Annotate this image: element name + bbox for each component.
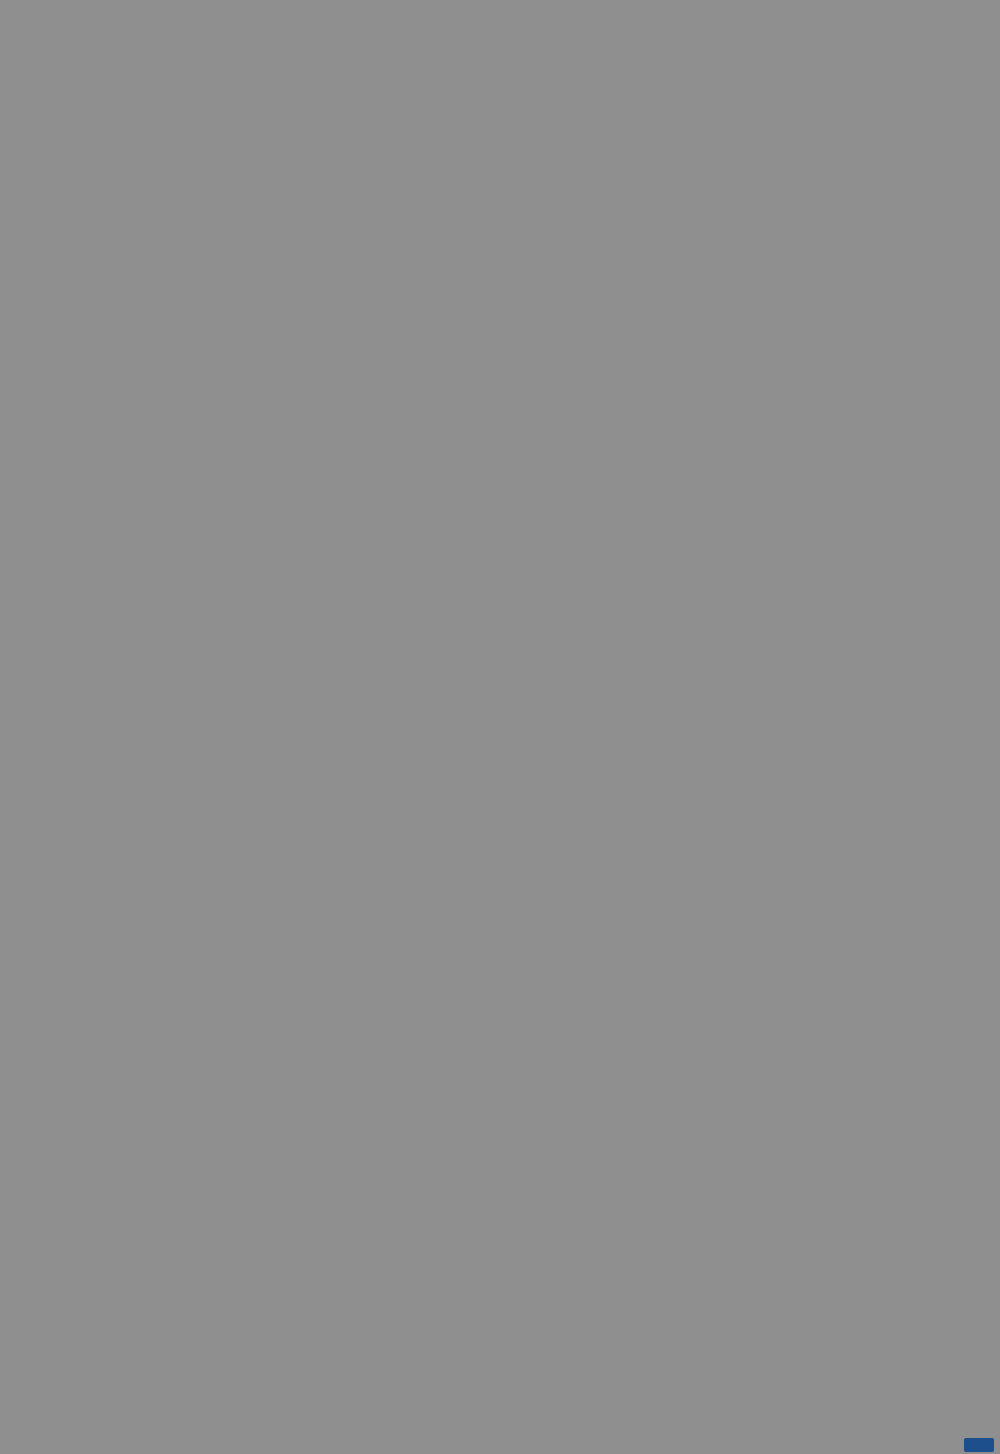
dfg-logo	[964, 1438, 994, 1452]
